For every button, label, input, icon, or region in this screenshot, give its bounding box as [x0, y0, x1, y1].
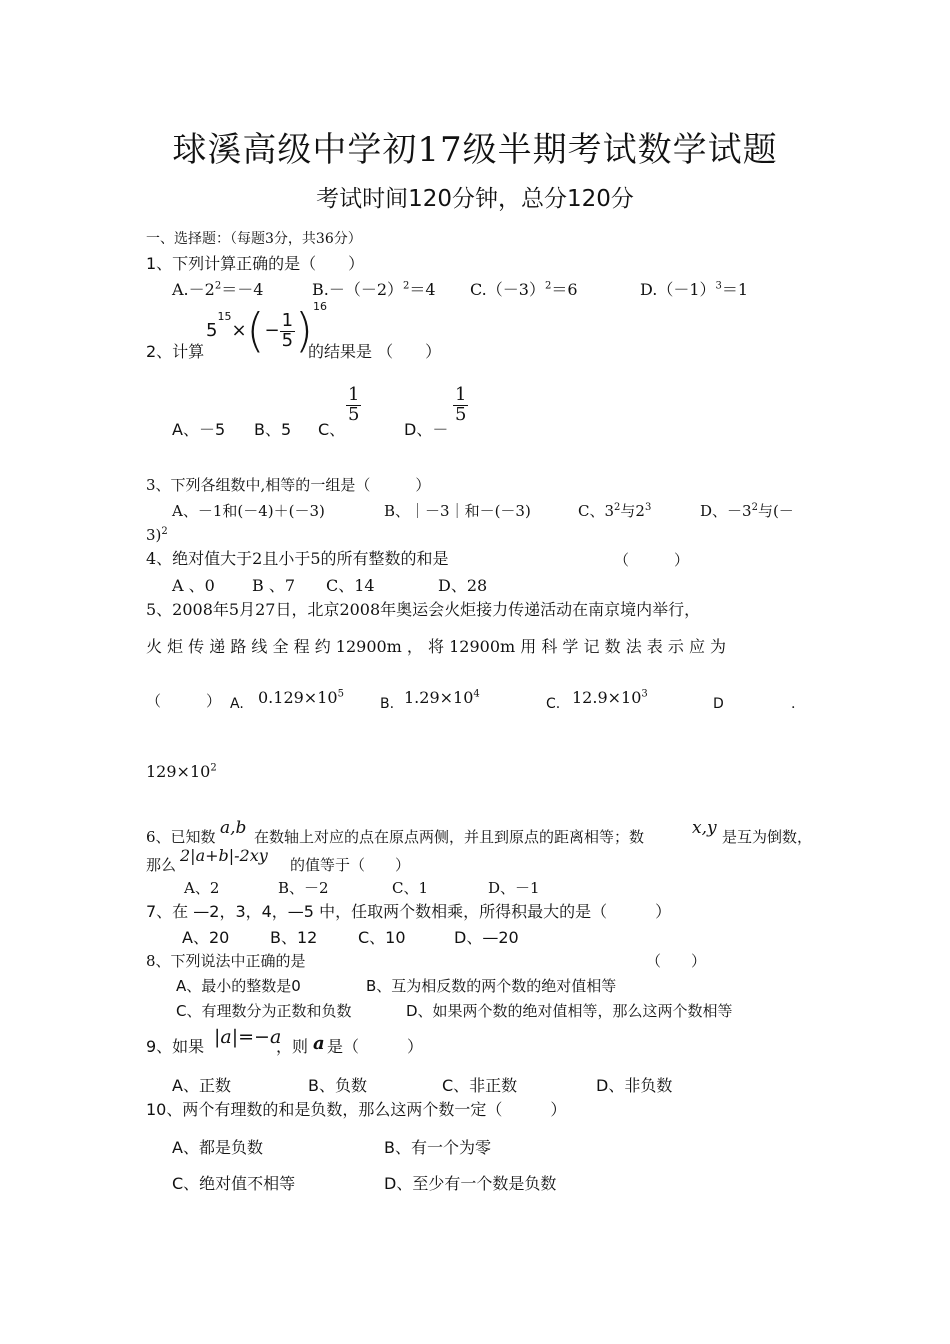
q3-option-c: C、$3^2$与$2^3$: [578, 502, 652, 520]
q2-option-c: C、: [318, 420, 346, 439]
q4-option-b: B 、7: [252, 576, 296, 595]
q4-option-c: C、14: [326, 576, 375, 595]
q1-option-a: $A.-2^2=-4$: [172, 280, 264, 299]
q10-stem: 10、两个有理数的和是负数，那么这两个数一定（ ）: [146, 1100, 567, 1119]
q6-option-c: C、1: [392, 879, 429, 897]
q9-text-1: 9、如果: [146, 1037, 205, 1056]
q2-suffix: 的结果是 （ ）: [308, 342, 442, 361]
q8-paren: （ ）: [646, 952, 707, 970]
q9-option-c: C、非正数: [442, 1076, 518, 1095]
q4-paren: （ ）: [614, 551, 690, 569]
q8-option-a: A、最小的整数是0: [176, 977, 301, 995]
q4-option-a: A 、0: [172, 576, 215, 595]
q3-option-d-cont: 3)$^2$: [146, 526, 168, 544]
q6-text-3: 是互为倒数，: [722, 828, 813, 846]
q1-option-d: $D.(-1)^3=1$: [640, 280, 749, 299]
q6-text-2: 在数轴上对应的点在原点两侧，并且到原点的距离相等；数: [254, 828, 645, 846]
q2-option-d-fraction: $\frac{1}{5}$: [455, 384, 467, 425]
section-heading: 一、选择题：（每题3分，共36分）: [146, 231, 362, 247]
q6-var-xy: x,y: [692, 818, 717, 838]
q5-option-c: $12.9\times 10^3$: [572, 688, 648, 707]
q10-option-c: C、绝对值不相等: [172, 1174, 296, 1193]
page-subtitle: 考试时间120分钟，总分120分: [316, 186, 634, 212]
q9-option-d: D、非负数: [596, 1076, 673, 1095]
q5-option-b: $1.29\times 10^4$: [404, 688, 480, 707]
q7-option-c: C、10: [358, 928, 406, 947]
q1-option-c: $C.(-3)^2=6$: [470, 280, 578, 299]
q3-option-d: D、$-3^2$与(－: [700, 502, 794, 520]
q5-dot: .: [791, 696, 796, 712]
q6-text-4: 那么: [146, 856, 177, 874]
q9-text-2: ，则: [276, 1037, 309, 1056]
page-title: 球溪高级中学初17级半期考试数学试题: [172, 130, 778, 170]
q7-option-b: B、12: [270, 928, 318, 947]
q3-option-b: B、｜－3｜和－(－3): [384, 502, 531, 520]
q2-option-b: B、5: [254, 420, 292, 439]
q9-var: a: [313, 1033, 325, 1054]
q6-text-5: 的值等于（ ）: [290, 856, 411, 874]
q2-option-d: D、－: [404, 420, 449, 439]
q5-option-b-label: B.: [380, 696, 395, 712]
q10-option-b: B、有一个为零: [384, 1138, 491, 1157]
q2-expression: $5^{15}\times(-$ $\frac{1}{5}$ )$^{16}$: [206, 300, 327, 358]
q6-var-ab: a,b: [220, 818, 247, 838]
q9-option-a: A、正数: [172, 1076, 231, 1095]
q8-option-c: C、有理数分为正数和负数: [176, 1002, 352, 1020]
q6-option-b: B、－2: [278, 879, 329, 897]
q5-paren: （ ）: [146, 692, 222, 710]
q6-option-d: D、－1: [488, 879, 540, 897]
q3-stem: 3、下列各组数中,相等的一组是（ ）: [146, 476, 431, 494]
q5-option-d: $129\times 10^2$: [146, 762, 217, 781]
q6-expression: 2|a+b|-2xy: [180, 846, 268, 865]
q9-option-b: B、负数: [308, 1076, 367, 1095]
q8-option-d: D、如果两个数的绝对值相等，那么这两个数相等: [406, 1002, 733, 1020]
q6-text-1: 6、已知数: [146, 828, 216, 846]
q9-text-3: 是（ ）: [327, 1037, 424, 1056]
q4-option-d: D、28: [438, 576, 488, 595]
q5-line1: 5、2008年5月27日，北京2008年奥运会火炬接力传递活动在南京境内举行，: [146, 600, 701, 619]
q8-stem: 8、下列说法中正确的是: [146, 952, 306, 970]
q8-option-b: B、互为相反数的两个数的绝对值相等: [366, 977, 617, 995]
q1-stem: 1、下列计算正确的是（ ）: [146, 254, 365, 273]
q9-expression: |a|=−a: [214, 1026, 282, 1048]
q5-option-a-label: A.: [230, 696, 244, 712]
q10-option-a: A、都是负数: [172, 1138, 263, 1157]
q7-option-a: A、20: [182, 928, 230, 947]
q5-option-c-label: C.: [546, 696, 561, 712]
q2-prefix: 2、计算: [146, 342, 205, 361]
q7-stem: 7、在 —2，3，4，—5 中，任取两个数相乘，所得积最大的是（ ）: [146, 902, 672, 921]
q5-option-d-label: D: [713, 696, 724, 712]
q5-option-a: $0.129\times 10^5$: [258, 688, 344, 707]
q3-option-a: A、－1和(－4)＋(－3): [172, 502, 325, 520]
q2-option-a: A、－5: [172, 420, 226, 439]
q4-stem: 4、绝对值大于2且小于5的所有整数的和是: [146, 549, 449, 568]
q10-option-d: D、至少有一个数是负数: [384, 1174, 557, 1193]
q5-line2: 火 炬 传 递 路 线 全 程 约 12900m ， 将 12900m 用 科 学 记 数 法 表 示 应 为: [146, 637, 727, 656]
q2-option-c-fraction: $\frac{1}{5}$: [348, 384, 360, 425]
q1-option-b: $B.-(-2)^2=4$: [312, 280, 436, 299]
q7-option-d: D、—20: [454, 928, 519, 947]
q6-option-a: A、2: [184, 879, 220, 897]
